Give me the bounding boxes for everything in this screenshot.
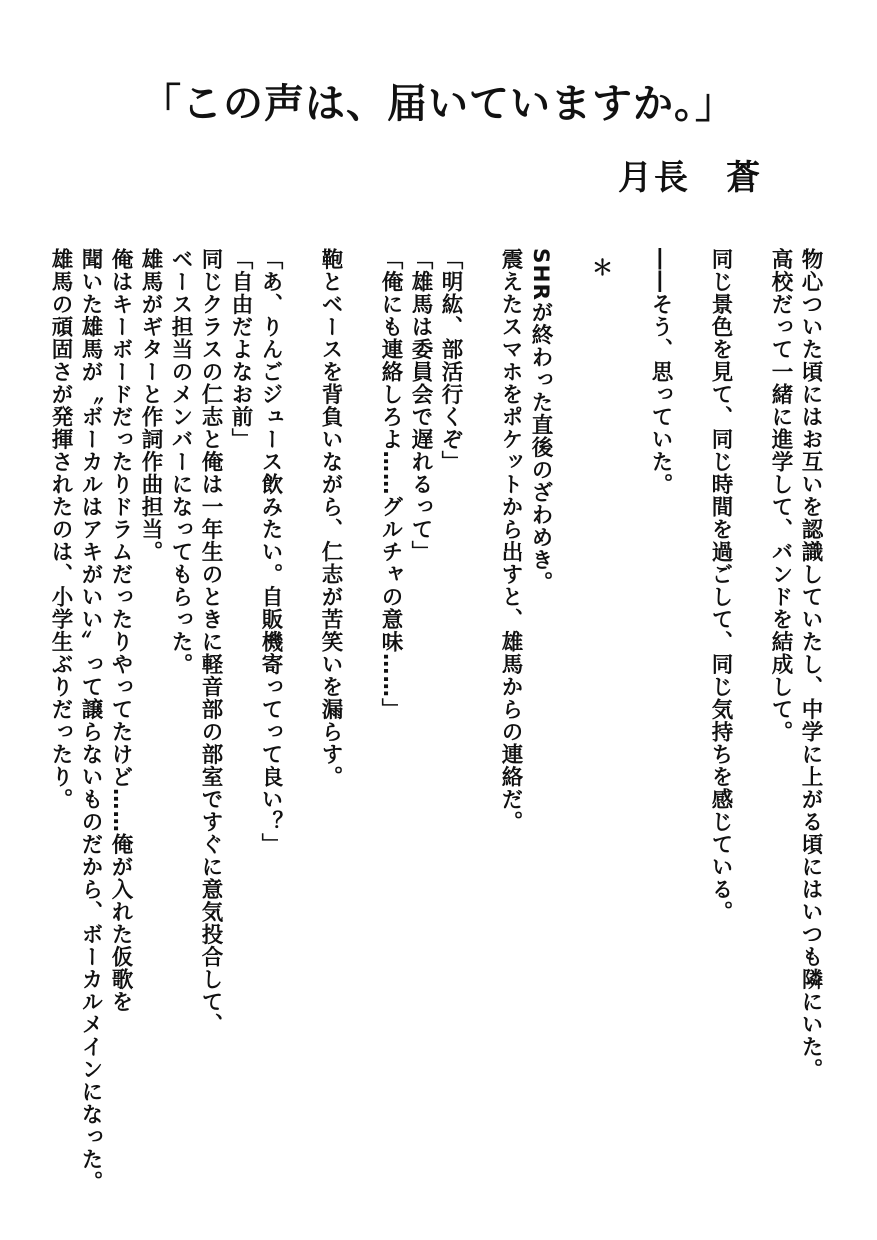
blank-line xyxy=(285,248,315,249)
body-line: 物心ついた頃にはお互いを認識していたし、中学に上がる頃にはいつも隣にいた。 xyxy=(798,248,823,1081)
blank-line xyxy=(345,248,375,249)
dialogue-line: 「自由だよなお前」 xyxy=(228,248,253,451)
blank-line xyxy=(675,248,705,249)
body-line: 雄馬がギターと作詞作曲担当。 xyxy=(138,248,163,563)
blank-line xyxy=(465,248,495,249)
dialogue-line: 「あ、りんごジュース飲みたい。自販機寄ってって良い？」 xyxy=(258,248,283,856)
dialogue-line: 「俺にも連絡しろよ……グルチャの意味……」 xyxy=(378,248,403,721)
section-break-asterisk: ＊ xyxy=(588,256,613,279)
story-body xyxy=(35,248,825,1208)
body-line: 同じクラスの仁志と俺は一年生のときに軽音部の部室ですぐに意気投合して、 xyxy=(198,248,223,1036)
body-line: 同じ景色を見て、同じ時間を過ごして、同じ気持ちを感じている。 xyxy=(708,248,733,923)
body-line: ――そう、思っていた。 xyxy=(648,248,673,496)
author-name: 月長 蒼 xyxy=(618,158,762,198)
body-line: 高校だって一緒に進学して、バンドを結成して。 xyxy=(768,248,793,743)
body-line: SHRが終わった直後のざわめき。 xyxy=(528,248,553,594)
body-line: 鞄とベースを背負いながら、仁志が苦笑いを漏らす。 xyxy=(318,248,343,788)
body-line: 聞いた雄馬が〝ボーカルはアキがいい〟って譲らないものだから、ボーカルメインになった。 xyxy=(78,248,103,1193)
dialogue-line: 「明紘、部活行くぞ」 xyxy=(438,248,463,473)
body-line: 震えたスマホをポケットから出すと、雄馬からの連絡だ。 xyxy=(498,248,523,833)
body-line: ベース担当のメンバーになってもらった。 xyxy=(168,248,193,676)
blank-line xyxy=(615,248,645,249)
story-title: 「この声は、届いていますか。」 xyxy=(141,81,736,127)
body-line: 雄馬の頑固さが発揮されたのは、小学生ぶりだったり。 xyxy=(48,248,73,811)
blank-line xyxy=(555,248,585,249)
body-line: 俺はキーボードだったりドラムだったりやってたけど……俺が入れた仮歌を xyxy=(108,248,133,1013)
dialogue-line: 「雄馬は委員会で遅れるって」 xyxy=(408,248,433,563)
blank-line xyxy=(735,248,765,249)
